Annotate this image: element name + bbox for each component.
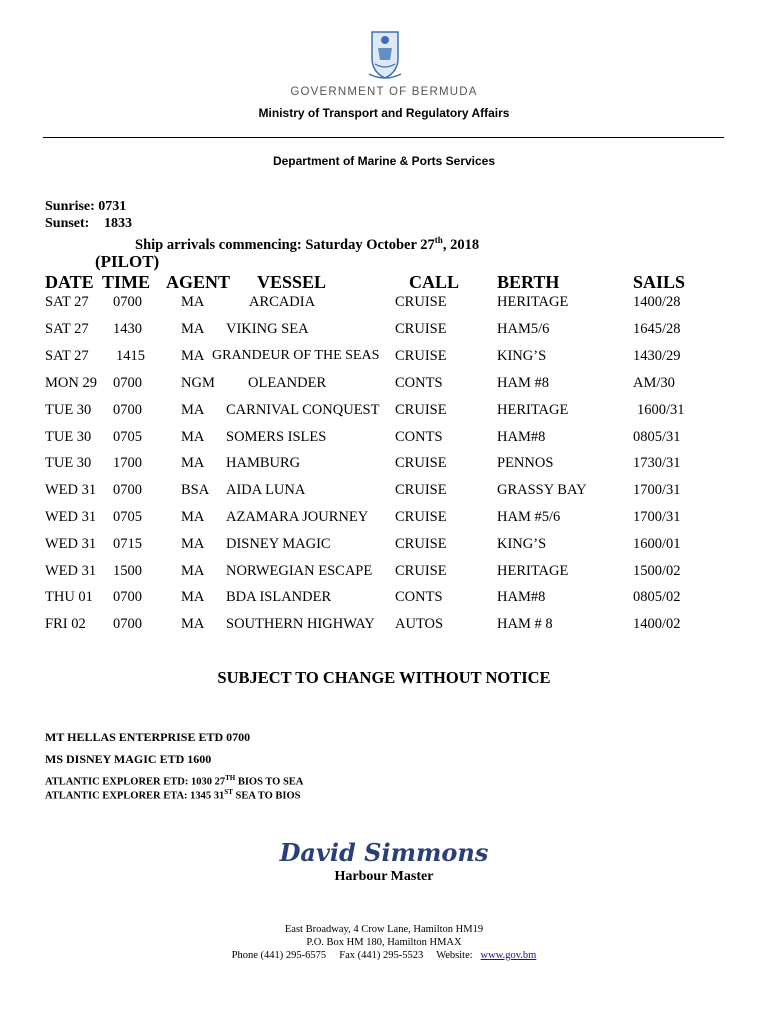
cell-vessel: SOUTHERN HIGHWAY [226, 616, 375, 632]
cell-sails: 1400/02 [633, 616, 681, 632]
col-header-berth: BERTH [497, 272, 560, 292]
note-hellas-enterprise: MT HELLAS ENTERPRISE ETD 0700 [45, 730, 251, 744]
cell-agent: MA [181, 429, 205, 445]
cell-sails: 1645/28 [633, 321, 681, 337]
table-row [0, 429, 768, 449]
government-title: GOVERNMENT OF BERMUDA [290, 86, 478, 98]
table-row [0, 348, 768, 368]
cell-vessel: DISNEY MAGIC [226, 536, 331, 552]
phone: Phone (441) 295-6575 [231, 950, 327, 961]
cell-time: 0700 [113, 375, 142, 391]
table-row [0, 563, 768, 583]
cell-vessel: NORWEGIAN ESCAPE [226, 563, 373, 579]
cell-sails: 1700/31 [633, 482, 681, 498]
address-line-1: East Broadway, 4 Crow Lane, Hamilton HM19 [284, 924, 484, 935]
cell-date: TUE 30 [45, 455, 92, 471]
cell-date: SAT 27 [45, 294, 89, 310]
header-divider [43, 137, 724, 138]
cell-agent: NGM [181, 375, 215, 391]
cell-call: CRUISE [395, 482, 447, 498]
cell-vessel: VIKING SEA [226, 321, 309, 337]
cell-time: 0705 [113, 429, 142, 445]
cell-date: SAT 27 [45, 348, 89, 364]
pilot-label: (PILOT) [95, 252, 160, 271]
cell-agent: MA [181, 294, 205, 310]
col-header-call: CALL [409, 272, 460, 292]
cell-sails: 1600/01 [633, 536, 681, 552]
cell-sails: AM/30 [633, 375, 675, 391]
cell-agent: MA [181, 589, 205, 605]
sunrise: Sunrise: 0731 [45, 199, 127, 214]
note-disney-magic: MS DISNEY MAGIC ETD 1600 [45, 752, 212, 766]
cell-date: FRI 02 [45, 616, 86, 632]
cell-vessel: AIDA LUNA [226, 482, 306, 498]
bermuda-crest-icon [366, 28, 404, 80]
table-row [0, 509, 768, 529]
cell-call: CONTS [395, 375, 443, 391]
cell-time: 0700 [113, 616, 142, 632]
col-header-vessel: VESSEL [257, 272, 327, 292]
cell-vessel: HAMBURG [226, 455, 301, 471]
sunset-value: 1833 [104, 216, 132, 231]
table-row [0, 375, 768, 395]
cell-vessel: SOMERS ISLES [226, 429, 327, 445]
sunset-label: Sunset: [45, 216, 90, 231]
cell-berth: HAM #5/6 [497, 509, 561, 525]
note-atlantic-explorer-eta: ATLANTIC EXPLORER ETA: 1345 31ST SEA TO BIOS [45, 788, 301, 802]
cell-time: 0705 [113, 509, 142, 525]
cell-call: CONTS [395, 429, 443, 445]
col-header-sails: SAILS [633, 272, 686, 292]
cell-agent: MA [181, 455, 205, 471]
table-row [0, 294, 768, 314]
cell-sails: 0805/02 [633, 589, 681, 605]
arrivals-heading: Ship arrivals commencing: Saturday October 27th, 2018 [135, 235, 480, 253]
cell-call: CRUISE [395, 348, 447, 364]
cell-berth: HAM#8 [497, 429, 546, 445]
cell-call: CRUISE [395, 455, 447, 471]
cell-time: 1430 [113, 321, 142, 337]
cell-date: SAT 27 [45, 321, 89, 337]
cell-vessel: GRANDEUR OF THE SEAS [212, 348, 380, 363]
cell-berth: HAM5/6 [497, 321, 550, 337]
cell-berth: KING’S [497, 536, 547, 552]
cell-berth: HERITAGE [497, 294, 569, 310]
cell-call: CONTS [395, 589, 443, 605]
cell-date: THU 01 [45, 589, 93, 605]
cell-sails: 1600/31 [637, 402, 685, 418]
cell-vessel: AZAMARA JOURNEY [226, 509, 369, 525]
cell-time: 0700 [113, 402, 142, 418]
cell-date: MON 29 [45, 375, 97, 391]
cell-berth: KING’S [497, 348, 547, 364]
contact-line [0, 950, 768, 961]
cell-vessel: ARCADIA [249, 294, 316, 310]
cell-time: 0700 [113, 294, 142, 310]
cell-time: 0700 [113, 589, 142, 605]
table-row [0, 589, 768, 609]
cell-time: 0700 [113, 482, 142, 498]
cell-sails: 1700/31 [633, 509, 681, 525]
cell-date: WED 31 [45, 482, 97, 498]
table-row [0, 402, 768, 422]
cell-call: CRUISE [395, 563, 447, 579]
cell-vessel: OLEANDER [248, 375, 327, 391]
cell-berth: GRASSY BAY [497, 482, 587, 498]
cell-call: CRUISE [395, 536, 447, 552]
cell-call: CRUISE [395, 321, 447, 337]
col-header-agent: AGENT [166, 272, 231, 292]
cell-agent: BSA [181, 482, 210, 498]
signature: David Simmons [279, 838, 489, 867]
cell-agent: MA [181, 402, 205, 418]
cell-berth: PENNOS [497, 455, 554, 471]
cell-date: WED 31 [45, 509, 97, 525]
cell-call: CRUISE [395, 294, 447, 310]
table-row [0, 536, 768, 556]
cell-date: TUE 30 [45, 402, 92, 418]
col-header-time: TIME [102, 272, 151, 292]
cell-agent: MA [181, 509, 205, 525]
cell-sails: 1730/31 [633, 455, 681, 471]
cell-berth: HERITAGE [497, 402, 569, 418]
cell-sails: 1430/29 [633, 348, 681, 364]
cell-agent: MA [181, 536, 205, 552]
cell-agent: MA [181, 616, 205, 632]
subject-to-change-notice: SUBJECT TO CHANGE WITHOUT NOTICE [217, 668, 551, 687]
cell-date: TUE 30 [45, 429, 92, 445]
cell-vessel: BDA ISLANDER [226, 589, 332, 605]
website-link[interactable]: www.gov.bm [480, 950, 537, 961]
table-row [0, 482, 768, 502]
cell-berth: HERITAGE [497, 563, 569, 579]
cell-sails: 0805/31 [633, 429, 681, 445]
ministry-title: Ministry of Transport and Regulatory Affairs [258, 106, 510, 120]
cell-time: 1415 [116, 348, 145, 364]
website-label: Website: [436, 950, 473, 961]
col-header-date: DATE [45, 272, 94, 292]
table-row [0, 616, 768, 636]
cell-vessel: CARNIVAL CONQUEST [226, 402, 380, 418]
signer-title: Harbour Master [334, 869, 434, 884]
cell-agent: MA [181, 348, 205, 364]
cell-date: WED 31 [45, 536, 97, 552]
table-row [0, 455, 768, 475]
cell-call: CRUISE [395, 402, 447, 418]
address-line-2: P.O. Box HM 180, Hamilton HMAX [306, 937, 462, 948]
cell-berth: HAM # 8 [497, 616, 553, 632]
cell-berth: HAM #8 [497, 375, 549, 391]
cell-call: AUTOS [395, 616, 444, 632]
cell-agent: MA [181, 563, 205, 579]
cell-sails: 1400/28 [633, 294, 681, 310]
cell-agent: MA [181, 321, 205, 337]
cell-berth: HAM#8 [497, 589, 546, 605]
note-atlantic-explorer-etd: ATLANTIC EXPLORER ETD: 1030 27TH BIOS TO SEA [45, 774, 304, 788]
cell-time: 0715 [113, 536, 142, 552]
cell-time: 1700 [113, 455, 142, 471]
fax: Fax (441) 295-5523 [339, 950, 424, 961]
cell-time: 1500 [113, 563, 142, 579]
cell-sails: 1500/02 [633, 563, 681, 579]
cell-date: WED 31 [45, 563, 97, 579]
table-row [0, 321, 768, 341]
department-title: Department of Marine & Ports Services [272, 154, 496, 168]
cell-call: CRUISE [395, 509, 447, 525]
